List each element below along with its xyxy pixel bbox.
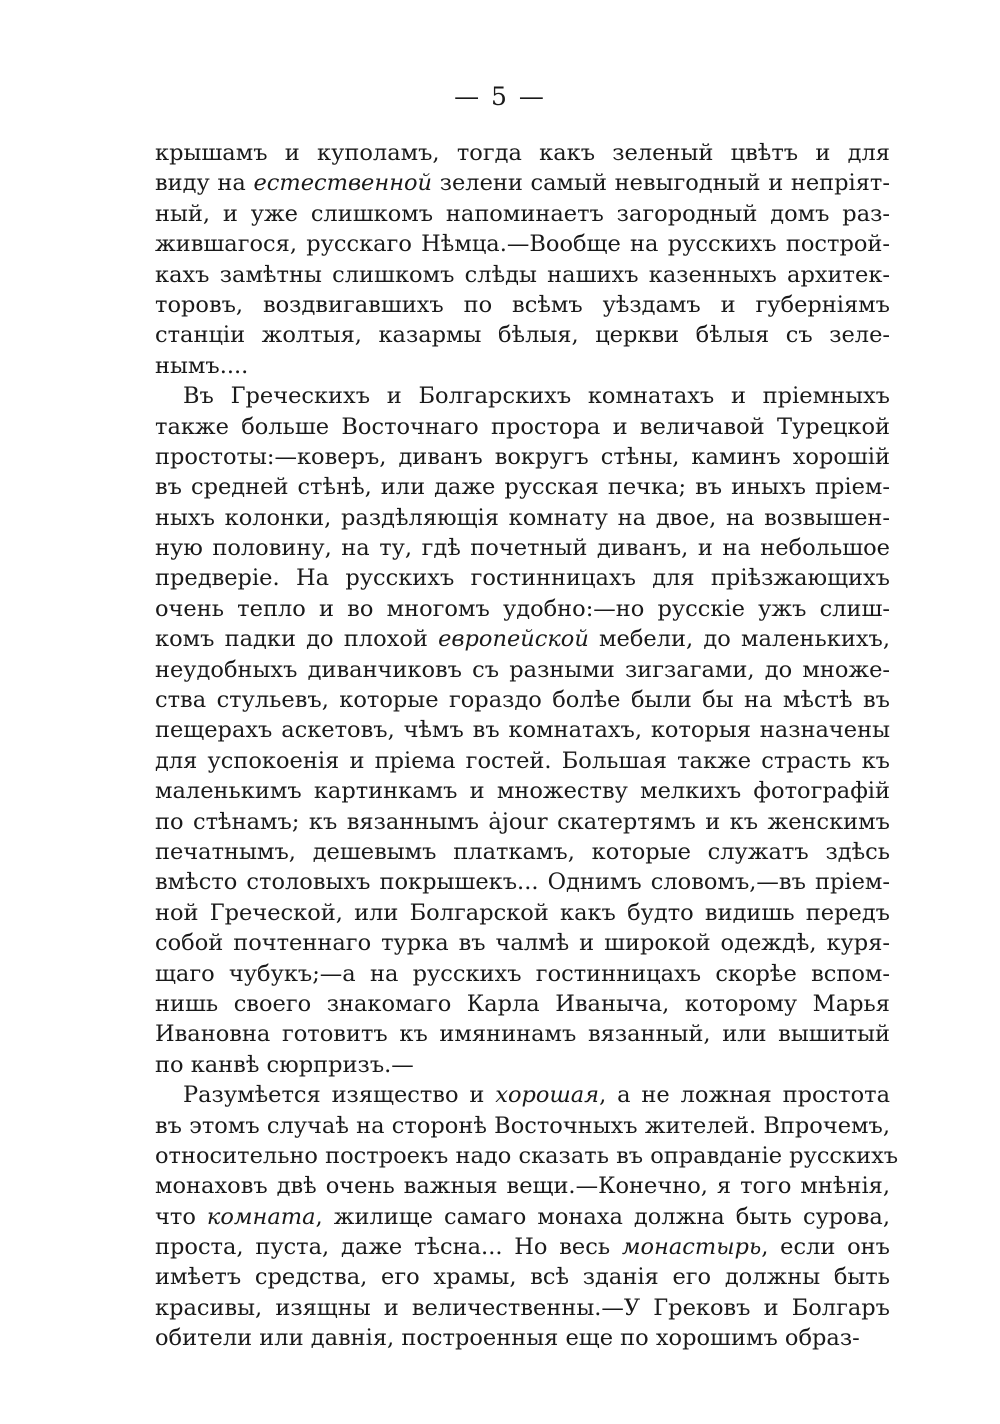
italic-emphasis: монастырь	[621, 1234, 762, 1261]
text-line: очень тепло и во многомъ удобно:—но русскіе ужъ слиш-	[155, 595, 890, 622]
text-line: красивы, изящны и величественны.—У Грековъ и Болгаръ	[155, 1294, 890, 1321]
text-line: нымъ....	[155, 352, 249, 379]
text-line: комъ падки до плохой европейской мебели, до маленькихъ,	[155, 626, 890, 653]
text-line: монаховъ двѣ очень важныя вещи.—Конечно, я того мнѣнія,	[155, 1173, 890, 1200]
text-line: торовъ, воздвигавшихъ по всѣмъ уѣздамъ и губерніямъ	[155, 291, 890, 318]
text-line: ную половину, на ту, гдѣ почетный диванъ, и на небольшое	[155, 535, 890, 562]
text-line: маленькимъ картинкамъ и множеству мелкихъ фотографій	[155, 778, 890, 805]
text-line: ный, и уже слишкомъ напоминаетъ загородный домъ раз-	[155, 200, 890, 227]
italic-emphasis: европейской	[438, 626, 589, 653]
text-line: въ этомъ случаѣ на сторонѣ Восточныхъ жителей. Впрочемъ,	[155, 1112, 890, 1139]
text-line: ныхъ колонки, раздѣляющія комнату на двое, на возвышен-	[155, 504, 890, 531]
text-line: крышамъ и куполамъ, тогда какъ зеленый цвѣтъ и для	[155, 140, 890, 166]
text-line: по канвѣ сюрпризъ.—	[155, 1051, 414, 1078]
italic-emphasis: хорошая	[495, 1082, 600, 1109]
italic-emphasis: комната	[206, 1203, 316, 1230]
text-line: также больше Восточнаго простора и величавой Турецкой	[155, 413, 890, 440]
text-line: въ средней стѣнѣ, или даже русская печка; въ иныхъ пріем-	[155, 474, 890, 501]
text-line: собой почтеннаго турка въ чалмѣ и широкой одеждѣ, куря-	[155, 930, 890, 957]
text-line: по стѣнамъ; къ вязаннымъ ȧjour скатертямъ и къ женскимъ	[155, 808, 890, 835]
text-line: ной Греческой, или Болгарской какъ будто видишь передъ	[155, 899, 890, 926]
text-line: что комната, жилище самаго монаха должна быть сурова,	[155, 1203, 890, 1230]
text-line: виду на естественной зелени самый невыгодный и непріят-	[155, 170, 890, 197]
text-line: кахъ замѣтны слишкомъ слѣды нашихъ казенныхъ архитек-	[155, 261, 890, 288]
text-line: имѣетъ средства, его храмы, всѣ зданія его должны быть	[155, 1264, 890, 1291]
text-line: Ивановна готовитъ къ имянинамъ вязанный, или вышитый	[155, 1021, 890, 1048]
text-line: печатнымъ, дешевымъ платкамъ, которые служатъ здѣсь	[155, 838, 890, 865]
text-line: для успокоенія и пріема гостей. Большая также страсть къ	[155, 747, 890, 774]
text-line: относительно построекъ надо сказать въ оправданіе русскихъ	[155, 1142, 899, 1169]
text-line: неудобныхъ диванчиковъ съ разными зигзагами, до множе-	[155, 656, 890, 683]
text-line: ства стульевъ, которые гораздо болѣе были бы на мѣстѣ въ	[155, 687, 890, 714]
text-line: станціи жолтыя, казармы бѣлыя, церкви бѣлыя съ зеле-	[155, 322, 890, 349]
text-line: обители или давнія, построенныя еще по хорошимъ образ-	[155, 1325, 860, 1352]
text-line: простоты:—коверъ, диванъ вокругъ стѣны, каминъ хорошій	[155, 443, 890, 470]
text-line: Въ Греческихъ и Болгарскихъ комнатахъ и пріемныхъ	[183, 383, 890, 410]
text-line: предверіе. На русскихъ гостинницахъ для пріѣзжающихъ	[155, 565, 890, 592]
italic-emphasis: естественной	[253, 170, 433, 197]
text-line: вмѣсто столовыхъ покрышекъ... Однимъ словомъ,—въ пріем-	[155, 869, 890, 896]
text-block	[155, 138, 899, 1354]
text-line: нишь своего знакомаго Карла Иваныча, которому Марья	[155, 990, 890, 1017]
page-number: — 5 —	[454, 82, 546, 111]
text-line: жившагося, русскаго Нѣмца.—Вообще на русскихъ построй-	[155, 231, 890, 258]
text-line: проста, пуста, даже тѣсна... Но весь монастырь, если онъ	[155, 1234, 890, 1261]
text-line: пещерахъ аскетовъ, чѣмъ въ комнатахъ, которыя назначены	[155, 717, 890, 744]
text-line: щаго чубукъ;—а на русскихъ гостинницахъ скорѣе вспом-	[155, 960, 890, 987]
text-line: Разумѣется изящество и хорошая, а не ложная простота	[183, 1082, 890, 1109]
